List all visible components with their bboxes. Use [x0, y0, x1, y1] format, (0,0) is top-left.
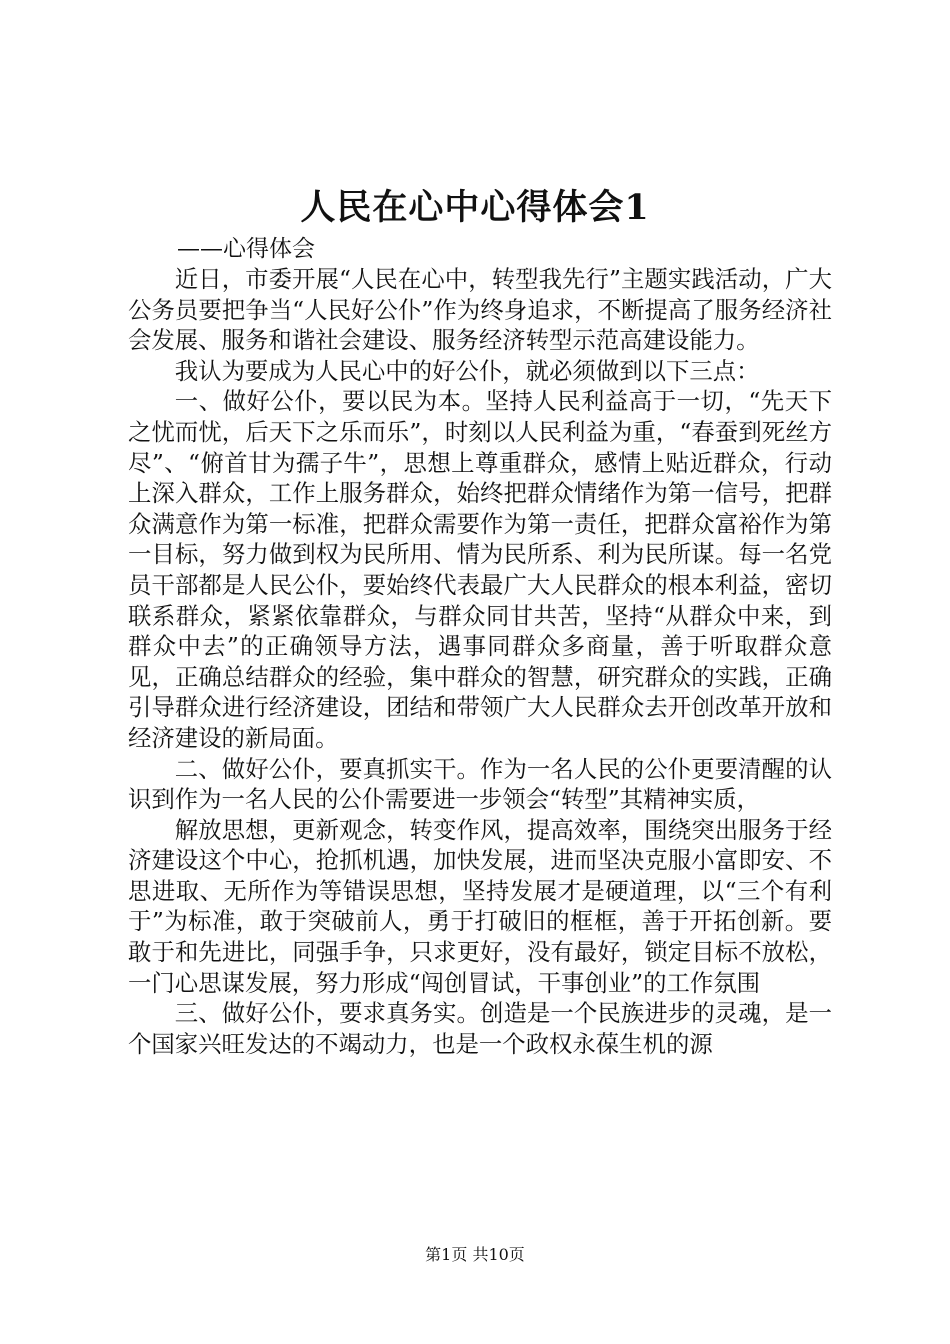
subtitle: ——心得体会	[177, 236, 315, 262]
paragraph: 解放思想，更新观念，转变作风，提高效率，围绕突出服务于经济建设这个中心，抢抓机遇，加快发展，进而坚决克服小富即安、不思进取、无所作为等错误思想，坚持发展才是硬道理，以“三个有利于”为标准，敢于突破前人，勇于打破旧的框框，善于开拓创新。要敢于和先进比，同强手争，只求更好，没有最好，锁定目标不放松，一门心思谋发展，努力形成“闯创冒试，干事创业”的工作氛围	[128, 815, 832, 997]
paragraph: 我认为要成为人民心中的好公仆，就必须做到以下三点：	[174, 356, 760, 385]
page-footer: 第1页 共10页	[425, 1245, 525, 1264]
paragraph: 二、做好公仆，要真抓实干。作为一名人民的公仆更要清醒的认识到作为一名人民的公仆需要进一步领会“转型”其精神实质，	[128, 754, 832, 814]
page-title: 人民在心中心得体会1	[300, 187, 650, 228]
paragraph: 近日，市委开展“人民在心中，转型我先行”主题实践活动，广大公务员要把争当“人民好公仆”作为终身追求，不断提高了服务经济社会发展、服务和谐社会建设、服务经济转型示范高建设能力。	[128, 265, 832, 355]
document-body	[128, 264, 832, 1059]
paragraph: 三、做好公仆，要求真务实。创造是一个民族进步的灵魂，是一个国家兴旺发达的不竭动力，也是一个政权永葆生机的源	[128, 999, 832, 1058]
paragraph: 一、做好公仆，要以民为本。坚持人民利益高于一切，“先天下之忧而忧，后天下之乐而乐”，时刻以人民利益为重，“春蚕到死丝方尽”、“俯首甘为孺子牛”，思想上尊重群众，感情上贴近群众，行动上深入群众，工作上服务群众，始终把群众情绪作为第一信号，把群众满意作为第一标准，把群众需要作为第一责任，把群众富裕作为第一目标，努力做到权为民所用、情为民所系、利为民所谋。每一名党员干部都是人民公仆，要始终代表最广大人民群众的根本利益，密切联系群众，紧紧依靠群众，与群众同甘共苦，坚持“从群众中来，到群众中去”的正确领导方法，遇事同群众多商量，善于听取群众意见，正确总结群众的经验，集中群众的智慧，研究群众的实践，正确引导群众进行经济建设，团结和带领广大人民群众去开创改革开放和经济建设的新局面。	[128, 387, 832, 752]
